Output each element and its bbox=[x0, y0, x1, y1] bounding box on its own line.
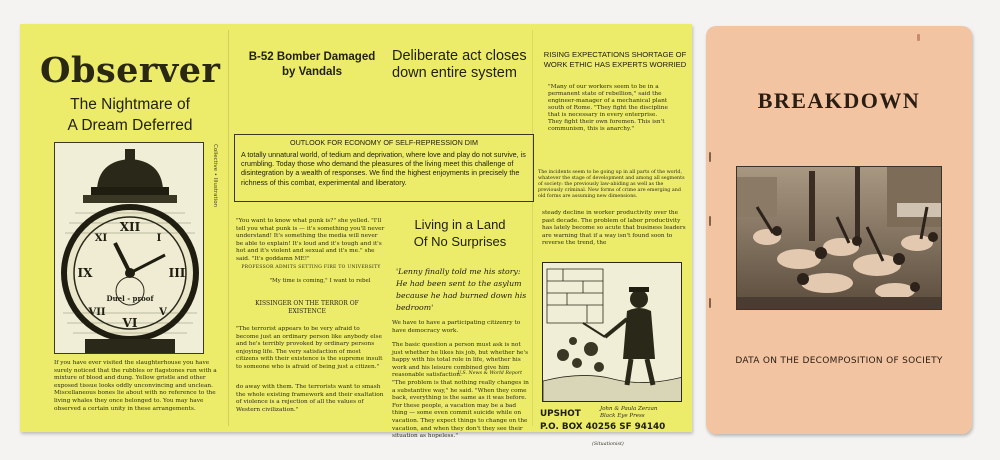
clock-illustration bbox=[54, 142, 204, 354]
svg-text:VI: VI bbox=[122, 316, 138, 330]
punk-quote: "You want to know what punk is?" she yelled. "I'll tell you what punk is — it's something you'll never understand! It's something the media will never be able to explain! It's loud and it's tough and it's hot and it's violent and sexual and it's me." she said. "It's goddamn ME!" bbox=[236, 218, 385, 262]
incidents-paragraph: The incidents seem to be going up in all parts of the world, whatever the stage of development and among all segments of society: the previously law-abiding as well as the previously criminal. New forms of crime are emerging and old forms are assuming new dimensions. bbox=[538, 170, 685, 199]
cartoon-illustration bbox=[542, 262, 682, 402]
living-headline bbox=[390, 216, 530, 250]
svg-text:XII: XII bbox=[119, 220, 141, 234]
svg-text:V: V bbox=[159, 307, 167, 318]
booklet-subtitle-left: DATA ON THE bbox=[735, 356, 800, 366]
handwritten-small: (Situationist) bbox=[592, 442, 624, 447]
riot-photo-drawing bbox=[737, 167, 942, 310]
source-credit: U.S. News & World Report bbox=[457, 371, 522, 376]
svg-text:III: III bbox=[168, 266, 186, 280]
svg-text:IX: IX bbox=[77, 266, 93, 280]
b52-headline: B-52 Bomber Damaged by Vandals bbox=[248, 51, 376, 78]
lenny-quote: 'Lenny finally told me his story: He had been sent to the asylum because he had burned down his bedroom' bbox=[396, 267, 527, 312]
staple bbox=[709, 298, 711, 308]
living-headline-line: Living in a Land bbox=[414, 217, 506, 232]
terrorist-continued: do away with them. The terrorists want to smash the whole existing framework and their exaltation of violence is a rejection of all the values of Western civilization." bbox=[236, 384, 384, 413]
outlook-box bbox=[234, 134, 534, 202]
rising-headline: RISING EXPECTATIONS SHORTAGE OF WORK ETHIC HAS EXPERTS WORRIED bbox=[543, 50, 687, 69]
kissinger-headline: KISSINGER ON THE TERROR OF EXISTENCE bbox=[255, 300, 359, 315]
svg-text:I: I bbox=[156, 233, 162, 244]
staple bbox=[709, 152, 711, 162]
corner-mark bbox=[917, 34, 920, 41]
rebel-caption: "My time is coming," I want to rebel bbox=[269, 278, 371, 284]
productivity-paragraph: steady decline in worker productivity over the past decade. The problem of labor productivity has lately become so acute that business leaders are warning that if a way isn't found soon to reverse the trend, the bbox=[542, 210, 686, 247]
handwritten-line: John & Paula Zerzan bbox=[600, 406, 658, 412]
living-headline-line: Of No Surprises bbox=[413, 234, 507, 249]
masthead-title: Observer bbox=[40, 50, 221, 91]
svg-text:VII: VII bbox=[88, 307, 106, 318]
handwritten-note bbox=[600, 406, 700, 419]
svg-text:XI: XI bbox=[94, 233, 108, 244]
subhead bbox=[50, 94, 210, 136]
fold-line bbox=[532, 30, 533, 426]
clock-caption: Duel - proof bbox=[106, 294, 154, 303]
outlook-body: A totally unnatural world, of tedium and deprivation, where love and play do not survive, is crumbling. Today those who demand the pleasures of the living meet this challenge of disintegration by a wealth of responses. We find the highest enjoyments in precisely the richness of this combat, experimental and liberatory. bbox=[241, 150, 526, 187]
cartoon-drawing bbox=[543, 263, 682, 402]
deliberate-headline: Deliberate act closes down entire system bbox=[392, 48, 527, 81]
observer-broadsheet bbox=[20, 24, 692, 447]
basic-question-paragraph: The basic question a person must ask is not just whether he likes his job, but whether he's happy with his total role in life, whether his work and his leisure combined give him reasonable satisfaction. bbox=[392, 342, 529, 379]
subhead-line: The Nightmare of bbox=[70, 96, 190, 113]
side-caption: Collective • Illustration bbox=[212, 144, 218, 208]
handwritten-line: Black Eye Press bbox=[600, 412, 645, 419]
democracy-paragraph: We have to have a participating citizenry to have democracy work. bbox=[392, 320, 521, 334]
terrorist-quote: "The terrorist appears to be very afraid to become just an ordinary person like anybody else and he's terribly provoked by ordinary persons enjoying life. The very satisfaction of most citizens with their existence is the supreme insult to someone who is afraid of being just a citizen." bbox=[236, 326, 383, 370]
breakdown-booklet bbox=[706, 26, 972, 434]
staple bbox=[709, 216, 711, 226]
column1-body: If you have ever visited the slaughterhouse you have surely noticed that the rubbles or flagstones run with a mixture of blood and dung. Yellow gristle and other exposed tissue looks oddly unconvincing and unclean. Miscellaneous bones lie about with no reference to the living whales they once belonged to. You may have observed a certain unity in these arrangements. bbox=[54, 360, 217, 412]
clock-drawing bbox=[55, 143, 204, 354]
riot-photo bbox=[736, 166, 942, 310]
upshot-title: UPSHOT bbox=[540, 409, 581, 419]
workers-quote: "Many of our workers seem to be in a permanent state of rebellion," said the engineer-manager of a mechanical plant south of Rome. "They fight the discipline that is necessary in every enterprise. They fight their own foremen. This isn't communism, this is anarchy." bbox=[548, 84, 668, 132]
subhead-line: A Dream Deferred bbox=[67, 117, 193, 134]
booklet-subtitle-right: DECOMPOSITION OF SOCIETY bbox=[802, 356, 943, 366]
booklet-subtitle bbox=[706, 356, 972, 366]
outlook-title: OUTLOOK FOR ECONOMY OF SELF-REPRESSION DIM bbox=[290, 138, 478, 147]
upshot-po-box: P.O. BOX 40256 SF 94140 bbox=[540, 422, 666, 432]
booklet-title: BREAKDOWN bbox=[757, 88, 921, 113]
professor-headline: PROFESSOR ADMITS SETTING FIRE TO UNIVERSITY bbox=[241, 265, 381, 270]
vacation-paragraph: "The problem is that nothing really changes in a substantive way," he said. "When they come back, everything is the same as it was before. For these people, a vacation may be a bad thing — some even commit suicide while on vacation. They expect things to change on the vacation, and when they don't they see their situation as hopeless." bbox=[392, 380, 529, 440]
